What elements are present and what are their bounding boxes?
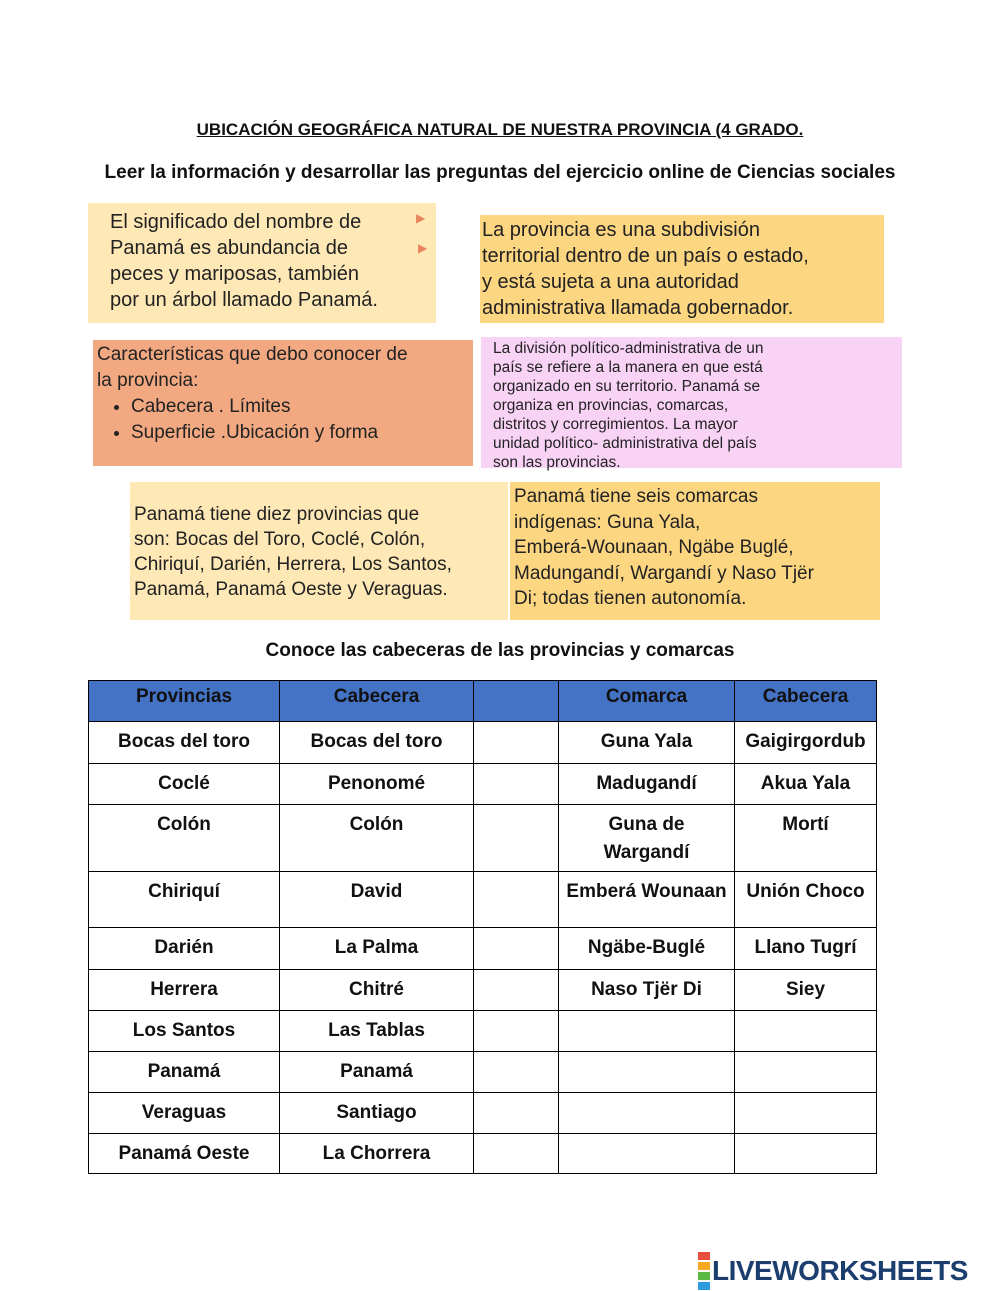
text-line: Chiriquí, Darién, Herrera, Los Santos, [134, 554, 452, 575]
table-cell [474, 1052, 559, 1093]
text-line: distritos y corregimientos. La mayor [493, 416, 738, 433]
table-cell: Las Tablas [280, 1011, 474, 1052]
table-cell: David [280, 872, 474, 928]
text-line: La división político-administrativa de un [493, 340, 764, 357]
text-line: territorial dentro de un país o estado, [482, 245, 809, 267]
table-cell [474, 872, 559, 928]
text-line: Panamá es abundancia de [110, 237, 348, 259]
table-cell: Bocas del toro [280, 722, 474, 764]
info-box-characteristics [93, 340, 473, 466]
table-row [89, 805, 877, 872]
header-cabecera-comarca: Cabecera [735, 681, 877, 722]
table-cell: Gaigirgordub [735, 722, 877, 764]
header-comarca: Comarca [559, 681, 735, 722]
text-line: Emberá-Wounaan, Ngäbe Buglé, [514, 537, 794, 558]
list-item: • Cabecera . Límites [131, 394, 465, 420]
text-line: son las provincias. [493, 454, 621, 471]
table-cell: La Palma [280, 928, 474, 970]
info-box-political-division [481, 337, 902, 471]
table-cell: Guna de Wargandí [559, 805, 735, 872]
text-line: Di; todas tienen autonomía. [514, 588, 747, 609]
brand-mark-block [698, 1262, 710, 1270]
table-cell: Akua Yala [735, 764, 877, 805]
table-cell: Guna Yala [559, 722, 735, 764]
table-cell [474, 764, 559, 805]
table-cell [474, 1093, 559, 1134]
list-item: • Superficie .Ubicación y forma [131, 420, 465, 446]
table-cell [474, 805, 559, 872]
table-cell: Colón [280, 805, 474, 872]
table-cell: Naso Tjër Di [559, 970, 735, 1011]
table-cell [474, 970, 559, 1011]
table-row [89, 1052, 877, 1093]
characteristics-list [97, 394, 465, 446]
text-line: Panamá, Panamá Oeste y Veraguas. [134, 579, 448, 600]
table-cell [735, 1011, 877, 1052]
liveworksheets-logo [698, 1256, 968, 1286]
text-line: la provincia: [97, 370, 199, 391]
table-row [89, 722, 877, 764]
table-cell [735, 1134, 877, 1174]
header-cabecera: Cabecera [280, 681, 474, 722]
brand-mark-block [698, 1272, 710, 1280]
table-cell [559, 1011, 735, 1052]
table-cell: Panamá [280, 1052, 474, 1093]
table-row [89, 970, 877, 1011]
table-row [89, 872, 877, 928]
header-blank [474, 681, 559, 722]
table-cell: Ngäbe-Buglé [559, 928, 735, 970]
table-heading: Conoce las cabeceras de las provincias y comarcas [265, 640, 735, 661]
table-cell: Penonomé [280, 764, 474, 805]
arrow-icon: ▶ [416, 211, 426, 225]
table-cell: Mortí [735, 805, 877, 872]
table-cell: Chiriquí [89, 872, 280, 928]
instructions: Leer la información y desarrollar las preguntas del ejercicio online de Ciencias sociales [104, 162, 896, 183]
table-cell: Darién [89, 928, 280, 970]
table-row [89, 1093, 877, 1134]
header-provincias: Provincias [89, 681, 280, 722]
table-cell [474, 1134, 559, 1174]
text-line: Panamá tiene diez provincias que [134, 504, 420, 525]
table-cell: Panamá [89, 1052, 280, 1093]
table-cell: Madugandí [559, 764, 735, 805]
text-line: unidad político- administrativa del país [493, 435, 757, 452]
table-body [89, 722, 877, 1174]
table-cell: Herrera [89, 970, 280, 1011]
text-line: organizado en su territorio. Panamá se [493, 378, 761, 395]
text-line: Panamá tiene seis comarcas [514, 486, 758, 507]
text-line: país se refiere a la manera en que está [493, 359, 763, 376]
info-box-name-meaning [88, 203, 436, 323]
table-cell: Emberá Wounaan [559, 872, 735, 928]
text-line: El significado del nombre de [110, 211, 362, 233]
table-cell: Chitré [280, 970, 474, 1011]
table-row [89, 1134, 877, 1174]
table-cell: Santiago [280, 1093, 474, 1134]
text-line: organiza en provincias, comarcas, [493, 397, 729, 414]
table-cell: Bocas del toro [89, 722, 280, 764]
text-line: son: Bocas del Toro, Coclé, Colón, [134, 529, 426, 550]
text-line: por un árbol llamado Panamá. [110, 289, 378, 311]
info-box-comarcas [510, 482, 880, 620]
table-cell: Panamá Oeste [89, 1134, 280, 1174]
table-cell: Unión Choco [735, 872, 877, 928]
brand-mark-block [698, 1282, 710, 1290]
table-cell: La Chorrera [280, 1134, 474, 1174]
info-box-province-definition [480, 215, 884, 323]
text-line: y está sujeta a una autoridad [482, 271, 739, 293]
table-cell [559, 1134, 735, 1174]
table-row [89, 764, 877, 805]
table-cell [474, 928, 559, 970]
capitals-table [88, 680, 877, 1174]
table-cell: Veraguas [89, 1093, 280, 1134]
table-cell: Siey [735, 970, 877, 1011]
table-cell [559, 1093, 735, 1134]
text-line: administrativa llamada gobernador. [482, 297, 794, 319]
page-title: UBICACIÓN GEOGRÁFICA NATURAL DE NUESTRA PROVINCIA (4 GRADO. [196, 120, 804, 139]
brand-mark-block [698, 1252, 710, 1260]
text-line: Madungandí, Wargandí y Naso Tjër [514, 562, 814, 584]
table-cell [559, 1052, 735, 1093]
table-cell: Llano Tugrí [735, 928, 877, 970]
table-cell: Colón [89, 805, 280, 872]
text-line: Características que debo conocer de [97, 344, 408, 365]
table-cell [735, 1093, 877, 1134]
table-cell [474, 1011, 559, 1052]
text-line: peces y mariposas, también [110, 263, 360, 285]
table-row [89, 1011, 877, 1052]
brand-name: LIVEWORKSHEETS [712, 1255, 968, 1286]
info-box-provinces [130, 482, 508, 620]
table-cell: Coclé [89, 764, 280, 805]
table-row [89, 928, 877, 970]
arrow-icon: ▶ [418, 241, 428, 255]
table-header-row [89, 681, 877, 722]
text-line: La provincia es una subdivisión [482, 219, 760, 241]
brand-mark-icon [698, 1251, 710, 1291]
table-cell [735, 1052, 877, 1093]
table-cell: Los Santos [89, 1011, 280, 1052]
table-cell [474, 722, 559, 764]
text-line: indígenas: Guna Yala, [514, 511, 701, 533]
